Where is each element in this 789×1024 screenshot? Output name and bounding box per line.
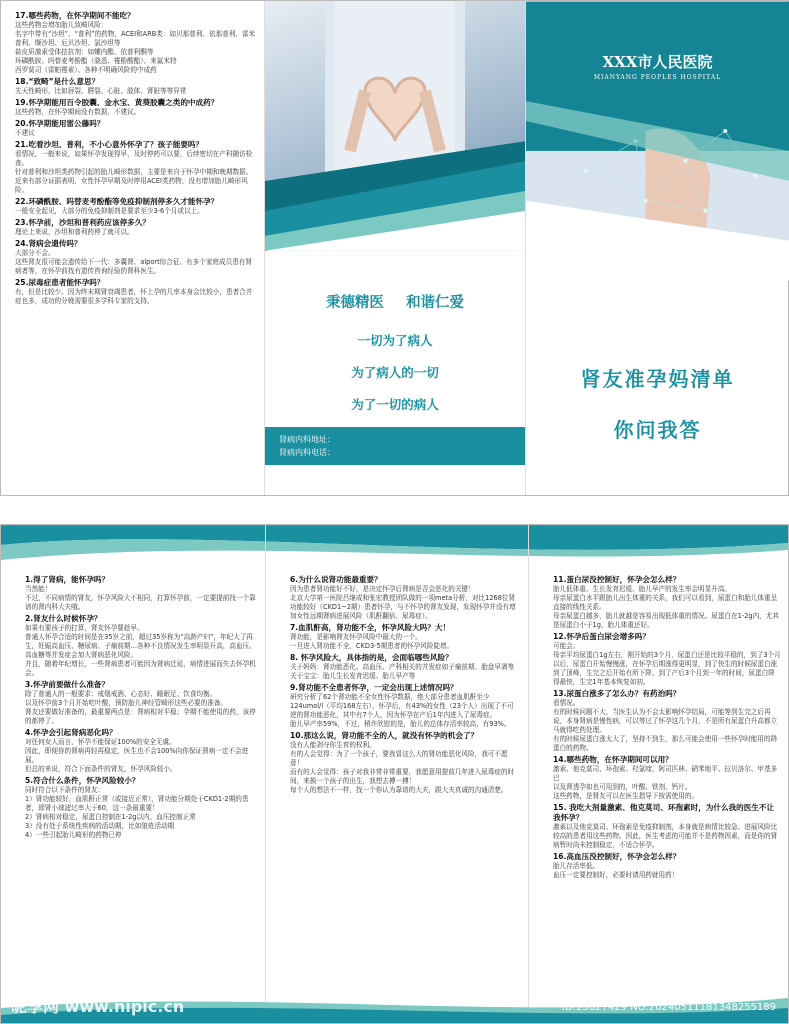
faq-item xyxy=(290,623,520,651)
faq-item xyxy=(15,218,258,237)
faq-question: 22.环磷酰胺、吗替麦考酚酯等免疫抑制剂停多久才能怀孕？ xyxy=(15,197,219,206)
faq-item xyxy=(15,140,258,195)
faq-item xyxy=(553,689,781,753)
faq-answer: 激素以及他克莫司、环孢素是免疫抑制剂，本身就是病情比较急、进展风险比较高的患者用这些药物。因此，医生考虑的可能并不是药物因素，而是你的肾病暂时尚未控制稳定，不适合怀孕。 xyxy=(553,823,778,849)
brochure-outside xyxy=(0,0,789,496)
faq-item xyxy=(290,683,520,729)
faq-question: 4.怀孕会引起肾病恶化吗？ xyxy=(25,728,117,737)
faq-question: 13.尿蛋白涨多了怎么办？有药治吗？ xyxy=(553,689,681,698)
faq-question: 7.血肌酐高，肾功能不全，怀孕风险大吗？大！ xyxy=(290,623,451,632)
faq-answer: 当然能！ 不过，不同病情的肾友，怀孕风险大不相同，打算怀孕前，一定要提前找一个靠谱的肾内科大夫哦。 xyxy=(25,585,256,611)
faq-question: 6.为什么说肾功能最重要？ xyxy=(290,575,382,584)
panel-motto xyxy=(264,1,525,495)
contact-bar xyxy=(265,427,525,465)
faq-question: 15. 我吃大剂量激素、他克莫司、环孢素时，为什么我的医生不让我怀孕？ xyxy=(553,803,775,822)
cover-title: 肾友准孕妈清单 xyxy=(580,367,735,391)
id-watermark: ID:25627429 NO:20240511181348255189 xyxy=(562,1002,776,1013)
faq-answer: 这些药物会增加胎儿致畸风险： 名字中带有“沙坦”、“普利”的药物，ACEI和ARB类：如贝那普利、依那普利、雷米普利、缬沙坦、厄贝沙坦、氯沙坦等 盐皮质激素受体拮抗剂：如螺内酯、依普利酮等 环磷酰胺、吗替麦考酚酯（骁悉、霉酚酸酯）、来氟米特 西罗莫司（雷帕霉素）、各种不明确风险的中成药 xyxy=(15,21,256,74)
slogan-list xyxy=(265,331,525,413)
faq-question: 20.怀孕期能用雷公藤吗？ xyxy=(15,119,105,128)
faq-item xyxy=(25,728,257,774)
phone-label: 肾病内科电话： xyxy=(279,448,335,457)
faq-question: 11.蛋白尿没控制好，怀孕会怎么样？ xyxy=(553,575,681,584)
faq-question: 25.尿毒症患者能怀孕吗？ xyxy=(15,278,105,287)
hospital-name: XXX市人民医院 xyxy=(602,53,713,71)
faq-item xyxy=(553,575,781,630)
faq-item xyxy=(15,119,258,138)
faq-answer: 有，但是比较少。因为终末期肾衰竭患者，怀上孕的几率本身会比较小，患者合并症也多，成功的分娩需要很多学科专家的支持。 xyxy=(15,288,253,305)
faq-answer: 胎儿低体重、生长发育迟缓、胎儿早产的发生率会明显升高。 母亲尿蛋白水平跟胎儿出生体重的关系，我们可以看到，尿蛋白和胎儿体重呈直接的线性关系。 母亲尿蛋白越多，胎儿就越是容易出现低体重的情况。尿蛋白在1-2g内，尤其是尿蛋白小于1g，胎儿体重还好。 xyxy=(553,585,779,629)
faq-item xyxy=(15,77,258,96)
faq-answer: 关于妈妈：肾功能恶化、高血压、产科相关的并发症如子痫前期、胎盘早剥等 关于宝宝：胎儿生长发育迟缓、胎儿早产等 xyxy=(290,663,515,680)
faq-question: 23.怀孕前，沙坦和普利药应该停多久？ xyxy=(15,218,150,227)
faq-answer: 可能会。 母亲平均尿蛋白1g左右，刚开始的3个月，尿蛋白还是比较平稳的，到了3个月以后，尿蛋白开始慢慢涨，在怀孕后期涨得更明显，到了快生的时候尿蛋白涨到了顶峰，生完之后开始有所下降，到了产后3个月到一年的时间，尿蛋白降得最快，生完1年基本恢复如初。 xyxy=(553,642,781,686)
faq-answer: 肾功能，是影响肾友怀孕风险中最大的一个。 一旦进入肾功能不全，CKD3-5期患者的怀孕风险陡增。 xyxy=(290,633,454,650)
slogan-2: 为了病人的一切 xyxy=(351,365,439,380)
motto-left: 秉德精医 xyxy=(325,295,384,311)
faq-answer: 先天性畸形，比如唇裂、腭裂、心脏、肢体、肾脏等等异常 xyxy=(15,87,187,95)
faq-question: 2.肾友什么时候怀孕？ xyxy=(25,614,102,623)
panel-faq-17-25 xyxy=(1,1,264,495)
faq-item xyxy=(553,632,781,687)
faq-answer: 除了普通人的一般要求：戒烟戒酒、心态好、睡眠足、饮食均衡。 以及怀孕前3个月开始吃叶酸，预防胎儿神经管畸形这些必要的准备。 肾友还要做好准备的，最重要两点是：肾病相对平稳；孕期不能使用的药，该停的都停了。 xyxy=(25,690,256,725)
faq-answer: 不建议 xyxy=(15,129,35,137)
faq-answer: 大部分不会。 这些肾友很可能会遗传给下一代：多囊肾、alport综合征、有多个家庭成员患有肾病者等，在怀孕前找有遗传咨询经验的肾科医生。 xyxy=(15,249,252,275)
faq-question: 3.怀孕前要做什么准备？ xyxy=(25,680,110,689)
cover-title-block xyxy=(526,363,789,443)
faq-item xyxy=(15,239,258,276)
faq-item xyxy=(290,731,520,795)
motto-right: 和谐仁爱 xyxy=(406,295,465,311)
faq-answer: 没有人能剥夺你生育的权利。 有的人会觉得：为了一个孩子，要我冒这么大的肾功能恶化风险，我可不愿意！ 而有的人会觉得：孩子对我非常非常重要，我愿意用提前几年进入尿毒症的时间，来换一个孩子的出生，我想去搏一搏！ 每个人的想法不一样，找一个你认为靠谱的大夫，跟大夫真诚的沟通清楚。 xyxy=(290,741,515,794)
faq-question: 16.高血压没控制好，怀孕会怎么样？ xyxy=(553,852,681,861)
faq-item xyxy=(553,755,781,801)
faq-question: 9.肾功能不全患者怀孕，一定会出现上述情况吗？ xyxy=(290,683,458,692)
faq-answer: 如果有要孩子的打算，肾友怀孕要趁早。 普通人怀孕合适的时间是在35岁之前，超过35岁称为“高龄产妇”，年纪大了再生，妊娠高血压、糖尿病、子痫前期…各种不良情况发生率明显升高，高血压、高血糖等并发症会加大肾病恶化风险。 并且，随着年纪增长，一些肾病患者可能因为肾病迁延，病情进展而失去怀孕机会。 xyxy=(25,624,256,677)
panel-faq-11-16 xyxy=(528,525,789,1023)
faq-answer: 激素、他克莫司、环孢素、羟氯喹、阿司匹林、硝苯地平、拉贝洛尔、甲基多巴 以及肾透孕如也可用到的，叶酸、铁剂、钙片。 这些药物，是肾友可以在医生指导下按需使用的。 xyxy=(553,765,778,800)
faq-question: 21.吃着沙坦、普利，不小心意外怀孕了？孩子能要吗？ xyxy=(15,140,204,149)
faq-item xyxy=(25,614,257,678)
faq-answer: 研究分析了62个肾功能不全女性怀孕数据，绝大部分患者血肌酐至少124umol/l（平均168左右），怀孕后，有43%的女性（23个人）出现了不可逆的肾功能恶化，其中有7个人，因为怀孕在产后1年内进入了尿毒症。 胎儿早产率59%，不过，稍许欣慰的是，胎儿的总体存活率较高，有93%。 xyxy=(290,693,514,728)
faq-question: 17.哪些药物，在怀孕期间不能吃？ xyxy=(15,11,135,20)
faq-item xyxy=(25,680,257,726)
brochure-inside xyxy=(0,524,789,1024)
faq-answer: 一般安全起见，大部分的免疫抑制剂是要求至少3-6个月或以上。 xyxy=(15,207,204,215)
faq-question: 12.怀孕后蛋白尿会增多吗？ xyxy=(553,632,650,641)
faq-item xyxy=(15,278,258,306)
faq-item xyxy=(25,776,257,840)
faq-item xyxy=(15,11,258,75)
faq-answer: 这些药物，在怀孕期间没有数据，不建议。 xyxy=(15,108,141,116)
faq-question: 14.哪些药物，在怀孕期间可以用？ xyxy=(553,755,673,764)
faq-question: 8. 怀孕风险大，具体指的是，会面临哪些风险？ xyxy=(290,653,453,662)
faq-answer: 因为患者肾功能好不好，是决定怀孕后肾病是否会恶化的关键！ 北京大学第一医院吕继成和张宏教授团队做的一项meta分析，对比1268位肾功能较好（CKD1~2期）患者怀孕，与不怀孕的肾友发现，发现怀孕并没有增加女性远期肾病进展风险（肌酐翻倍、尿毒症）。 xyxy=(290,585,516,620)
faq-answer: 同时符合以下条件的肾友： 1）肾功能较好，血肌酐正常（或接近正常），肾功能分期处于CKD1-2期的患者，即肾小球滤过率大于60，这一条最重要！ 2）肾病相对稳定，尿蛋白控制在1-2g以内、血压控制正常 3）没有处于系统性疾病的活动期，比如狼疮活动期 4）一些引起胎儿畸形的药物已停 xyxy=(25,786,249,839)
faq-answer: 看情况，一般来说，如果怀孕发现得早，及时停药可以要，后续密切在产科随访检查。 针对普利和沙坦类药物引起的胎儿畸形数据，主要是来自于怀孕中期和晚期数据。 近来有部分证据表明，女性怀孕早期及时停用ACEI类药物，没有增加胎儿畸形风险。 xyxy=(15,150,253,194)
faq-item xyxy=(15,197,258,216)
faq-item xyxy=(553,803,781,850)
panel-faq-6-10 xyxy=(265,525,528,1023)
cover-subtitle: 你问我答 xyxy=(613,418,702,442)
faq-item xyxy=(25,575,257,612)
faq-question: 18.“致畸”是什么意思？ xyxy=(15,77,100,86)
faq-question: 5.符合什么条件，怀孕风险较小？ xyxy=(25,776,140,785)
hospital-name-en: MIANYANG PEOPLES HOSPITAL xyxy=(593,74,722,81)
faq-answer: 胎儿存活率低。 血压一定要控制好，必要时请用药就用药！ xyxy=(553,862,679,879)
faq-answer: 对任何女人而言，怀孕不能保证100%的安全无虞。 因此，即便你的肾病再轻再稳定，医生也不会100%向你保证肾病一定不会进展。 但总的来说，符合下面条件的肾友，怀孕风险较小。 xyxy=(25,738,249,773)
faq-item xyxy=(15,98,258,117)
faq-question: 10.那这么说，肾功能不全的人，就没有怀孕的机会了？ xyxy=(290,731,479,740)
hospital-logo-block xyxy=(526,51,789,81)
slogan-1: 一切为了病人 xyxy=(357,333,433,348)
slogan-3: 为了一切的病人 xyxy=(351,397,439,412)
faq-question: 24.肾病会遗传吗？ xyxy=(15,239,82,248)
faq-answer: 理论上来说，沙坦和普利药停了就可以。 xyxy=(15,228,134,236)
site-watermark: 昵享网 www.nipic.cn xyxy=(11,997,185,1016)
address-label: 肾病内科地址： xyxy=(279,435,335,444)
faq-question: 1.得了肾病，能怀孕吗？ xyxy=(25,575,110,584)
panel-cover xyxy=(525,1,789,495)
faq-item xyxy=(290,653,520,681)
faq-item xyxy=(553,852,781,880)
faq-answer: 看情况。 有的时候问题不大，当医生认为不会太影响怀孕结局，可能等到生完之后再说，本身肾病是慢性病，可以等过了怀孕这几个月，不是所有尿蛋白升高都立马就得吃药处理。 有的时候尿蛋白涨太大了，坚持不到生，那么可能会使用一些怀孕时能用的降蛋白的药物。 xyxy=(553,699,778,752)
faq-question: 19.怀孕期能用百令胶囊、金水宝、黄葵胶囊之类的中成药？ xyxy=(15,98,219,107)
faq-item xyxy=(290,575,520,621)
panel-faq-1-5 xyxy=(1,525,265,1023)
